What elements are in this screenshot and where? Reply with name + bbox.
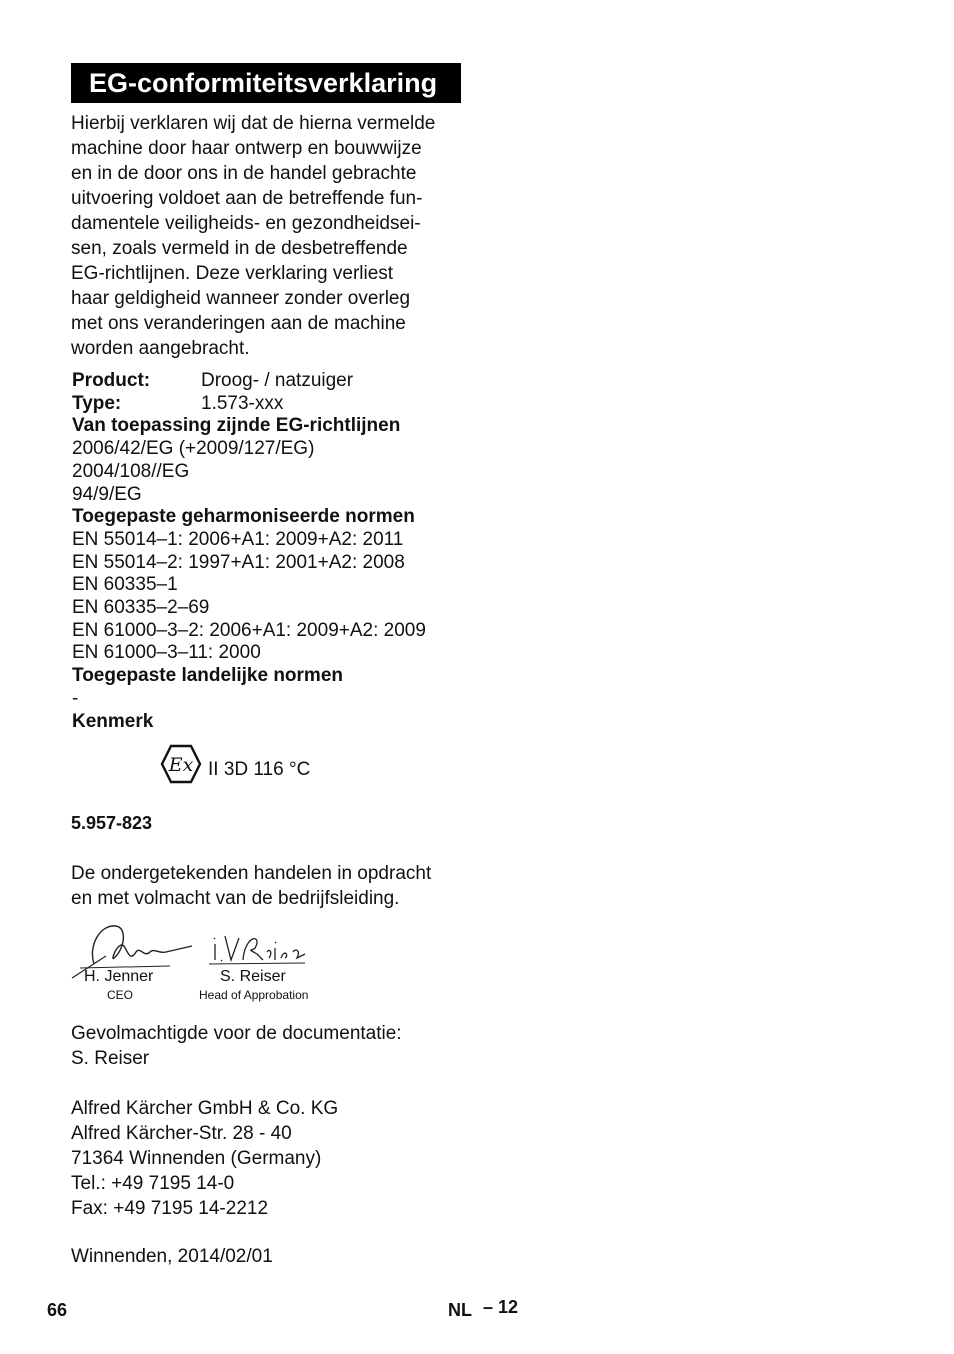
authority-line: en met volmacht van de bedrijfsleiding.: [71, 888, 400, 909]
documentation-name: S. Reiser: [71, 1048, 150, 1069]
address-line: Fax: +49 7195 14-2212: [71, 1198, 269, 1219]
ex-hexagon-icon: [160, 744, 202, 784]
intro-line: uitvoering voldoet aan de betreffende fun-: [71, 188, 423, 209]
intro-paragraph: [71, 111, 471, 361]
date-line: Winnenden, 2014/02/01: [71, 1246, 273, 1267]
authority-line: De ondergetekenden handelen in opdracht: [71, 863, 432, 884]
intro-line: worden aangebracht.: [71, 338, 250, 359]
signature-name-reiser: S. Reiser: [220, 968, 286, 985]
page-title: EG-conformiteitsverklaring: [71, 63, 461, 103]
intro-line: machine door haar ontwerp en bouwwijze: [71, 138, 422, 159]
ex-symbol-text: Ex: [168, 754, 194, 776]
directives-heading: Van toepassing zijnde EG-richtlijnen: [72, 415, 401, 437]
part-number: 5.957-823: [71, 813, 153, 833]
language-code: NL: [448, 1300, 472, 1320]
harmonized-item: EN 55014–2: 1997+A1: 2001+A2: 2008: [72, 551, 405, 573]
address-line: Alfred Kärcher-Str. 28 - 40: [71, 1123, 292, 1144]
documentation-label: Gevolmachtigde voor de documentatie:: [71, 1023, 402, 1044]
intro-line: EG-richtlijnen. Deze verklaring verliest: [71, 263, 394, 284]
product-value: Droog- / natzuiger: [201, 370, 354, 391]
address-line: 71364 Winnenden (Germany): [71, 1148, 322, 1169]
signature-role-reiser: Head of Approbation: [199, 988, 309, 1002]
documentation-block: [71, 1021, 402, 1071]
marking-heading: Kenmerk: [72, 710, 154, 732]
harmonized-item: EN 55014–1: 2006+A1: 2009+A2: 2011: [72, 528, 404, 550]
ex-marking-text: II 3D 116 °C: [208, 759, 311, 780]
local-page-number: – 12: [483, 1297, 519, 1317]
address-line: Tel.: +49 7195 14-0: [71, 1173, 235, 1194]
harmonized-item: EN 61000–3–2: 2006+A1: 2009+A2: 2009: [72, 619, 426, 641]
intro-line: Hierbij verklaren wij dat de hierna vermelde: [71, 113, 436, 134]
page-number: 66: [47, 1300, 68, 1320]
specifications: [72, 370, 492, 733]
ex-marking: [160, 744, 310, 784]
directive-item: 2006/42/EG (+2009/127/EG): [72, 438, 315, 460]
signature-name-jenner: H. Jenner: [84, 968, 154, 985]
signature-block-jenner: [66, 918, 201, 1002]
intro-line: met ons veranderingen aan de machine: [71, 313, 406, 334]
type-row: [72, 393, 492, 416]
intro-line: haar geldigheid wanneer zonder overleg: [71, 288, 411, 309]
product-label: Product:: [72, 370, 151, 391]
intro-line: en in de door ons in de handel gebrachte: [71, 163, 417, 184]
company-address: [71, 1096, 338, 1221]
signature-block-reiser: [199, 930, 309, 1002]
address-line: Alfred Kärcher GmbH & Co. KG: [71, 1098, 339, 1119]
type-value: 1.573-xxx: [201, 392, 284, 414]
type-label: Type:: [72, 392, 122, 414]
national-value: -: [72, 687, 79, 709]
intro-line: sen, zoals vermeld in de desbetreffende: [71, 238, 408, 259]
intro-line: damentele veiligheids- en gezondheidsei-: [71, 213, 421, 234]
harmonized-heading: Toegepaste geharmoniseerde normen: [72, 506, 415, 528]
harmonized-item: EN 61000–3–11: 2000: [72, 642, 261, 664]
authority-paragraph: [71, 861, 431, 911]
signature-reiser-image: [209, 930, 309, 970]
directive-item: 2004/108//EG: [72, 460, 190, 482]
harmonized-item: EN 60335–1: [72, 574, 178, 596]
harmonized-item: EN 60335–2–69: [72, 597, 210, 619]
product-row: [72, 370, 492, 393]
directive-item: 94/9/EG: [72, 483, 142, 505]
national-heading: Toegepaste landelijke normen: [72, 665, 344, 687]
signature-role-jenner: CEO: [107, 988, 134, 1002]
